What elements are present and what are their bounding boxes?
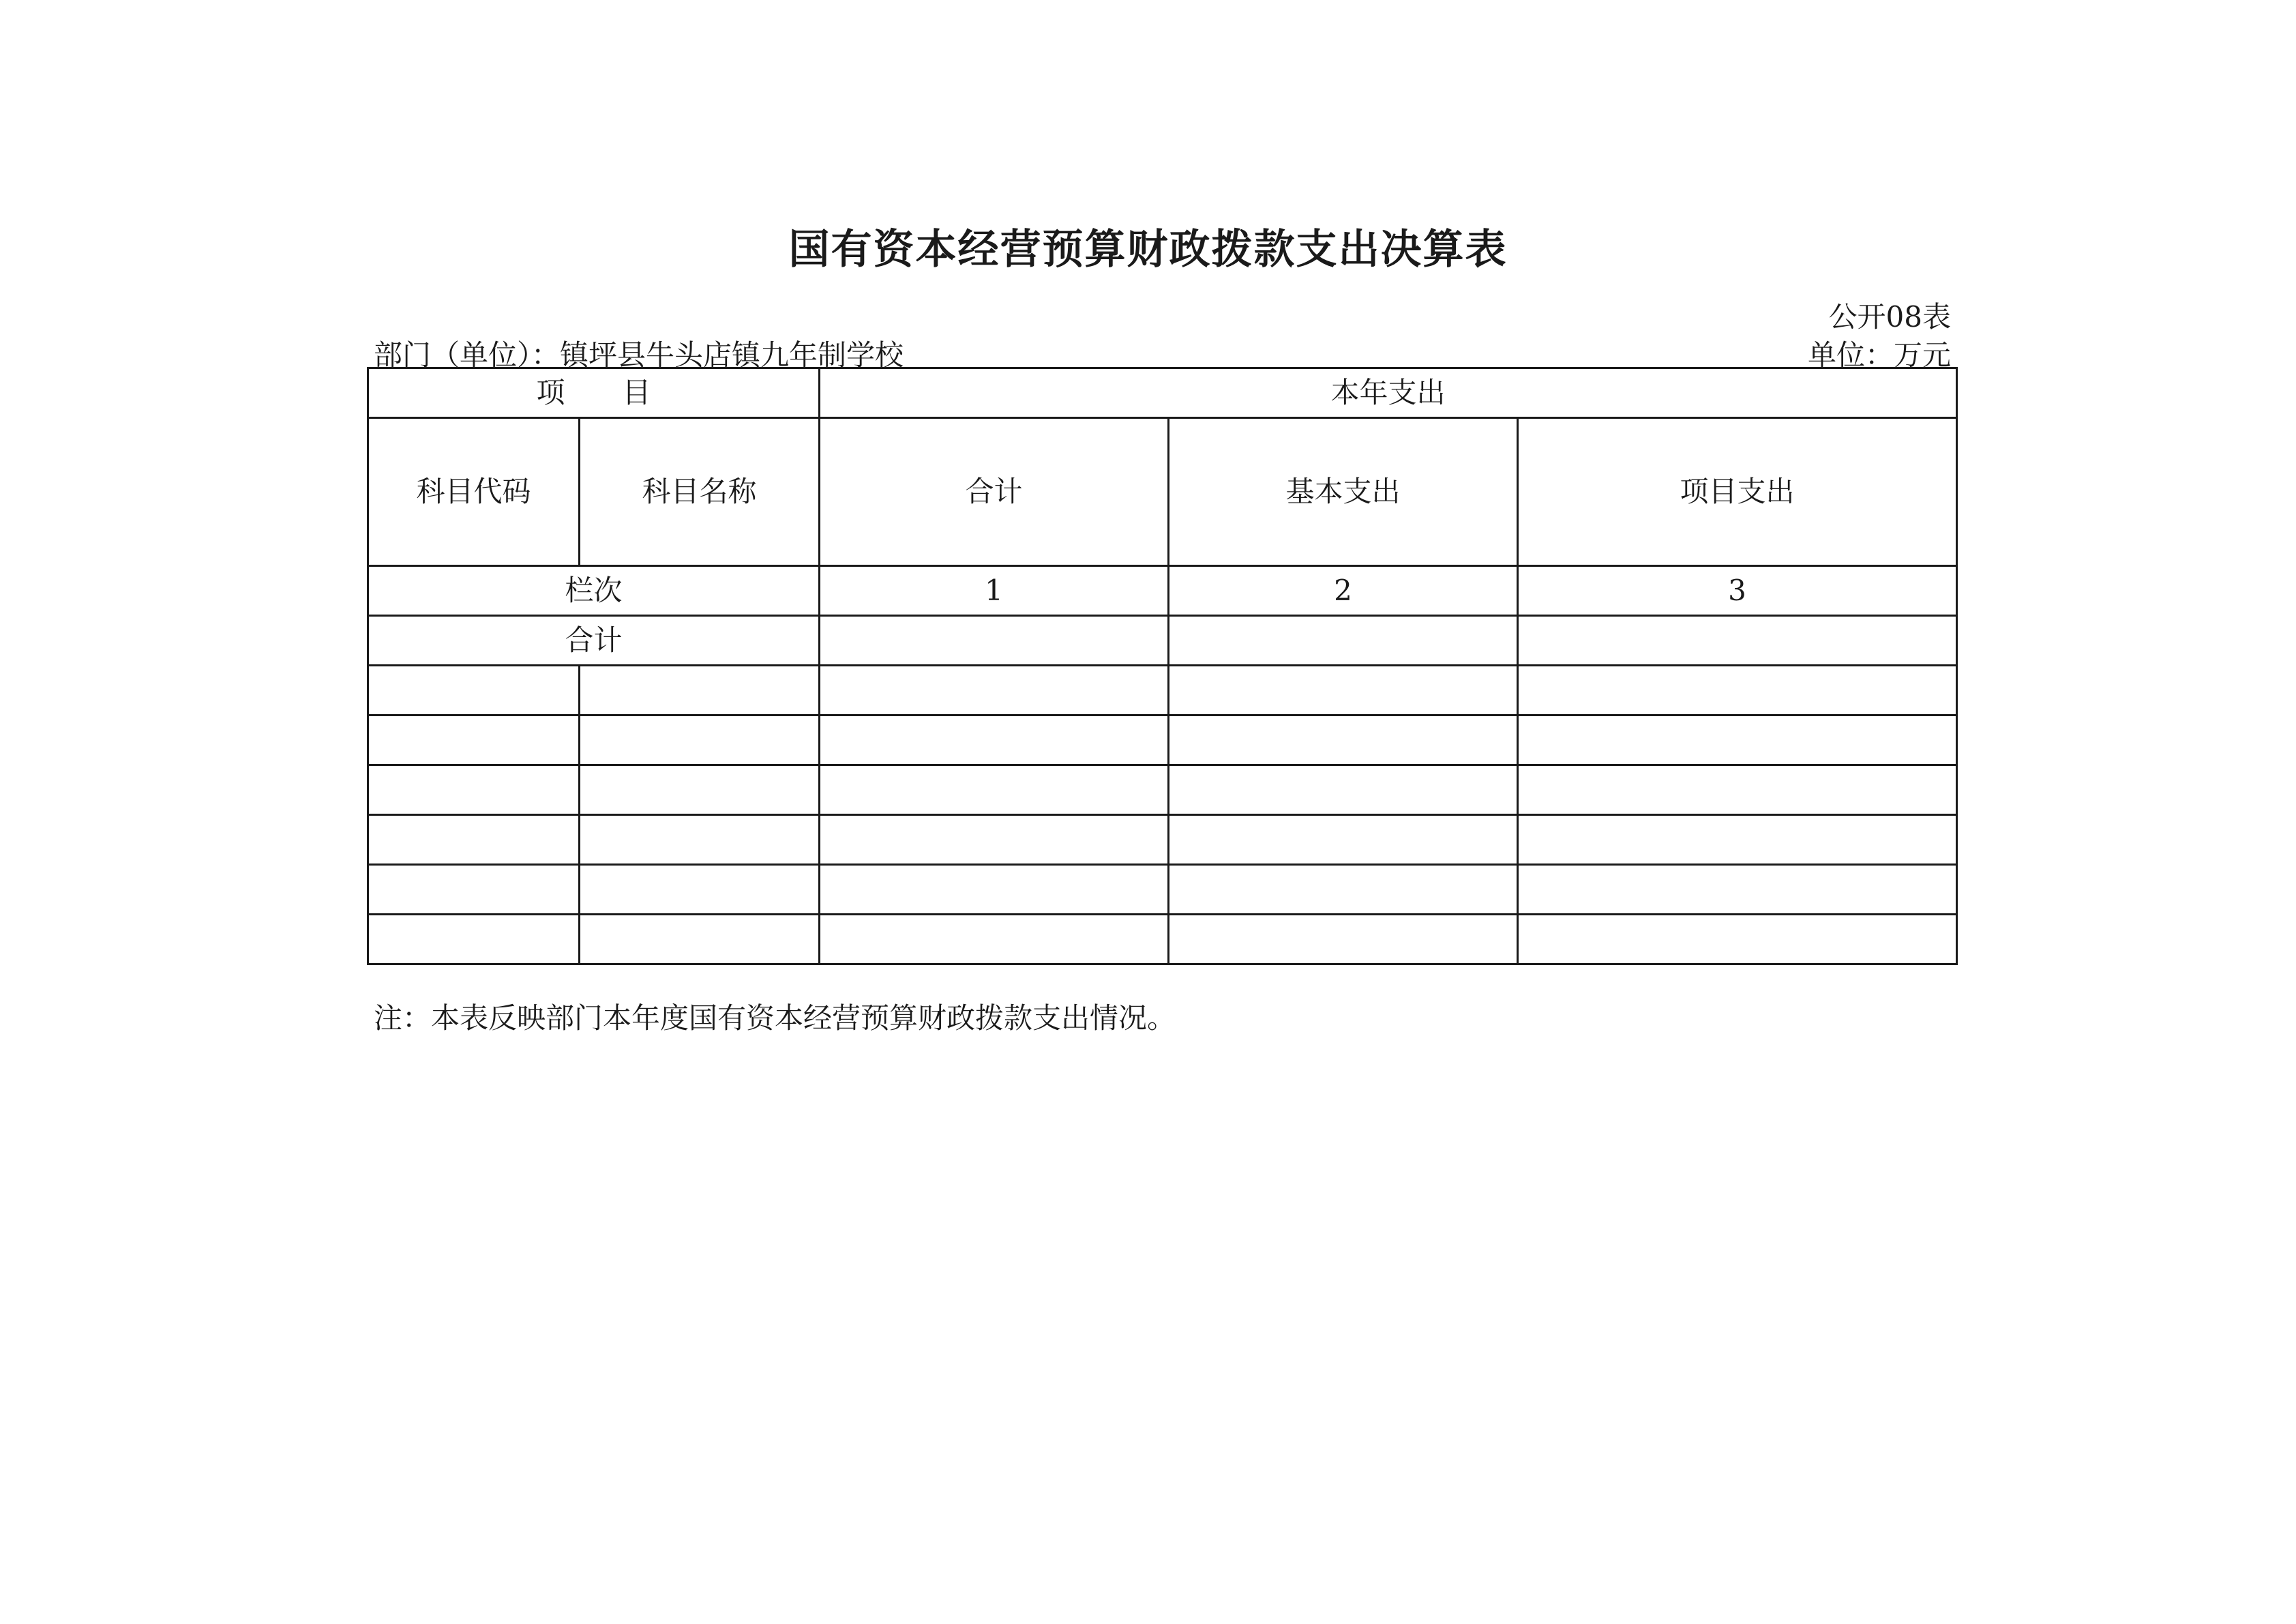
col-total-header: 合计 bbox=[820, 418, 1169, 566]
header-row-2 bbox=[368, 418, 1957, 566]
header-item: 项 目 bbox=[368, 368, 820, 418]
table-cell bbox=[1169, 915, 1518, 964]
table-row bbox=[368, 765, 1957, 815]
footnote: 注：本表反映部门本年度国有资本经营预算财政拨款支出情况。 bbox=[374, 1001, 1176, 1035]
table-cell bbox=[820, 616, 1169, 666]
header-row-1 bbox=[368, 368, 1957, 418]
table-cell bbox=[368, 865, 580, 915]
table-cell bbox=[1518, 765, 1957, 815]
index-cell: 1 bbox=[820, 566, 1169, 616]
table-row bbox=[368, 865, 1957, 915]
col-code-header: 科目代码 bbox=[368, 418, 580, 566]
form-number: 公开08表 bbox=[1828, 300, 1951, 334]
page-title: 国有资本经营预算财政拨款支出决算表 bbox=[788, 226, 1508, 274]
table-cell bbox=[820, 765, 1169, 815]
table-cell bbox=[1169, 616, 1518, 666]
unit-label: 单位：万元 bbox=[1807, 338, 1951, 372]
row-index-label: 栏次 bbox=[368, 566, 820, 616]
table-cell bbox=[820, 915, 1169, 964]
table-cell bbox=[580, 715, 820, 765]
table-cell bbox=[368, 666, 580, 715]
table-cell bbox=[820, 815, 1169, 865]
table-cell bbox=[1518, 865, 1957, 915]
table-cell bbox=[1518, 616, 1957, 666]
table-cell bbox=[580, 815, 820, 865]
table-cell bbox=[1518, 815, 1957, 865]
table-cell bbox=[1169, 715, 1518, 765]
table-cell bbox=[368, 915, 580, 964]
col-basic-header: 基本支出 bbox=[1169, 418, 1518, 566]
table-cell bbox=[1518, 715, 1957, 765]
col-project-header: 项目支出 bbox=[1518, 418, 1957, 566]
table-cell bbox=[580, 666, 820, 715]
table-cell bbox=[820, 865, 1169, 915]
table-row bbox=[368, 666, 1957, 715]
index-cell: 3 bbox=[1518, 566, 1957, 616]
total-row-label: 合计 bbox=[368, 616, 820, 666]
table-cell bbox=[820, 715, 1169, 765]
table-cell bbox=[368, 815, 580, 865]
table-cell bbox=[1169, 815, 1518, 865]
table-cell bbox=[368, 765, 580, 815]
table-cell bbox=[1518, 666, 1957, 715]
table-row bbox=[368, 815, 1957, 865]
index-cell: 2 bbox=[1169, 566, 1518, 616]
table-cell bbox=[1169, 765, 1518, 815]
col-name-header: 科目名称 bbox=[580, 418, 820, 566]
table-cell bbox=[580, 865, 820, 915]
budget-table bbox=[367, 367, 1958, 965]
table-cell bbox=[580, 765, 820, 815]
department-label: 部门（单位）：镇坪县牛头店镇九年制学校 bbox=[374, 338, 904, 372]
table-row bbox=[368, 915, 1957, 964]
total-row bbox=[368, 616, 1957, 666]
header-current-year: 本年支出 bbox=[820, 368, 1957, 418]
table-cell bbox=[820, 666, 1169, 715]
table-cell bbox=[368, 715, 580, 765]
table-row bbox=[368, 715, 1957, 765]
index-row bbox=[368, 566, 1957, 616]
table-cell bbox=[580, 915, 820, 964]
table-cell bbox=[1518, 915, 1957, 964]
table-cell bbox=[1169, 865, 1518, 915]
table-cell bbox=[1169, 666, 1518, 715]
